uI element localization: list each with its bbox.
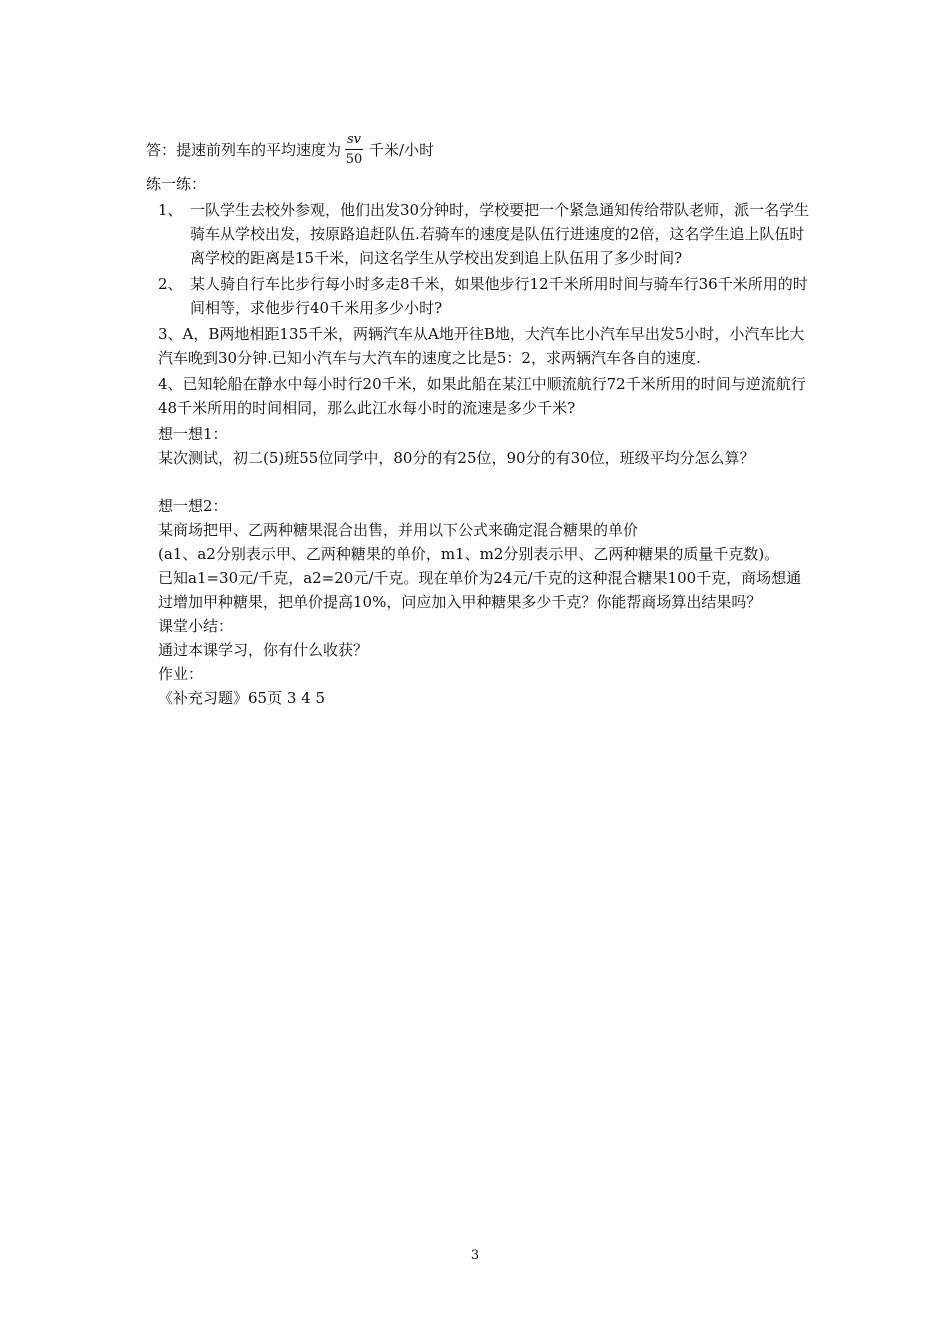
- answer-unit: 千米/小时: [369, 141, 435, 159]
- speed-fraction: [345, 132, 363, 168]
- practice-item-2: [158, 272, 810, 320]
- think1-heading: 想一想1：: [158, 425, 228, 443]
- practice-item-text: 某人骑自行车比步行每小时多走8千米，如果他步行12千米所用时间与骑车行36千米所用的时间相等，求他步行40千米用多少小时?: [190, 275, 808, 317]
- fraction-denominator: 50: [345, 152, 363, 167]
- fraction-numerator: sv: [345, 132, 363, 150]
- answer-line: [146, 128, 810, 172]
- think2-heading: 想一想2：: [158, 497, 228, 515]
- summary-text: 通过本课学习，你有什么收获？: [158, 641, 369, 659]
- practice-item-label: 1、: [158, 201, 183, 219]
- summary-heading: 课堂小结：: [158, 617, 234, 635]
- practice-item-text: 一队学生去校外参观，他们出发30分钟时，学校要把一个紧急通知传给带队老师，派一名学生骑车从学校出发，按原路追赶队伍.若骑车的速度是队伍行进速度的2倍，这名学生追上队伍时离学校的距离是15千米，问这名学生从学校出发到追上队伍用了多少时间?: [190, 201, 810, 267]
- answer-prefix: 答：提速前列车的平均速度为: [146, 141, 342, 159]
- think2-line2: (a1、a2分别表示甲、乙两种糖果的单价，m1、m2分别表示甲、乙两种糖果的质量千克数)。: [158, 545, 780, 563]
- page-content: [146, 128, 810, 710]
- page-number: 3: [470, 1248, 480, 1263]
- practice-item-1: [158, 198, 810, 270]
- think2-line3: 已知a1=30元/千克，a2=20元/千克。现在单价为24元/千克的这种混合糖果100千克，商场想通过增加甲种糖果，把单价提高10%，问应加入甲种糖果多少千克？你能帮商场算出结果吗？: [158, 569, 802, 611]
- practice-item-label: 2、: [158, 275, 183, 293]
- practice-item-3: 3、A，B两地相距135千米，两辆汽车从A地开往B地，大汽车比小汽车早出发5小时，小汽车比大汽车晚到30分钟.已知小汽车与大汽车的速度之比是5：2，求两辆汽车各自的速度.: [158, 325, 805, 367]
- practice-heading: 练一练：: [146, 175, 207, 193]
- think2-line1: 某商场把甲、乙两种糖果混合出售，并用以下公式来确定混合糖果的单价: [158, 521, 639, 539]
- spacer: [146, 470, 810, 494]
- practice-item-4: 4、已知轮船在静水中每小时行20千米，如果此船在某江中顺流航行72千米所用的时间与逆流航行48千米所用的时间相同，那么此江水每小时的流速是多少千米?: [158, 375, 806, 417]
- think1-text: 某次测试，初二(5)班55位同学中，80分的有25位，90分的有30位，班级平均分怎么算？: [158, 449, 755, 467]
- homework-heading: 作业：: [158, 665, 204, 683]
- homework-text: 《补充习题》65页 3 4 5: [158, 689, 326, 707]
